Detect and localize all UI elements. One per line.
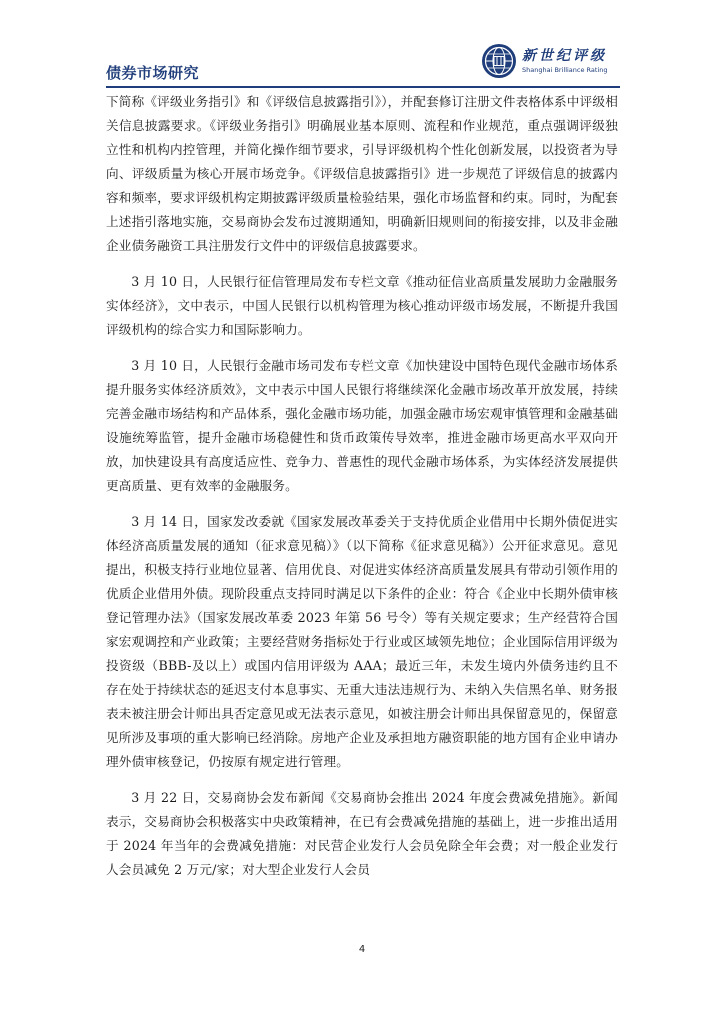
paragraph: 3 月 14 日，国家发改委就《国家发展改革委关于支持优质企业借用中长期外债促进实体经济高质量发展的通知（征求意见稿）》（以下简称《征求意见稿》）公开征求意见。意见提出，积极支持行业地位显著、信用优良、对促进实体经济高质量发展具有带动引领作用的优质企业借用外债。现阶段重点支持同时满足以下条件的企业：符合《企业中长期外债审核登记管理办法》（国家发展改革委 2023 年第 56 号令）等有关规定要求；生产经营符合国家宏观调控和产业政策；主要经营财务指标处于行业或区域领先地位；企业国际信用评级为投资级（BBB-及以上）或国内信用评级为 AAA；最近三年，未发生境内外债务违约且不存在处于持续状态的延迟支付本息事实、无重大违法违规行为、未纳入失信黑名单、财务报表未被注册会计师出具否定意见或无法表示意见，如被注册会计师出具保留意见的，保留意见所涉及事项的重大影响已经消除。房地产企业及承担地方融资职能的地方国有企业申请办理外债审核登记，仍按原有规定进行管理。 [106,514,618,769]
logo-name-cn: 新世纪评级 [522,48,607,64]
document-body [106,90,618,882]
paragraph: 3 月 22 日，交易商协会发布新闻《交易商协会推出 2024 年度会费减免措施》。新闻表示，交易商协会积极落实中央政策精神，在已有会费减免措施的基础上，进一步推出适用于 2024 年当年的会费减免措施：对民营企业发行人会员免除全年会费；对一般企业发行人会员减免 2 万元/家；对大型企业发行人会员 [106,790,618,877]
header-title: 债券市场研究 [106,64,200,82]
globe-emblem-icon [480,42,518,80]
header-divider [106,86,620,88]
page-number: 4 [358,944,366,955]
page-header [106,40,620,84]
paragraph-continuation: 下简称《评级业务指引》和《评级信息披露指引》），并配套修订注册文件表格体系中评级相关信息披露要求。《评级业务指引》明确展业基本原则、流程和作业规范，重点强调评级独立性和机构内控管理，并简化操作细节要求，引导评级机构个性化创新发展，以投资者为导向、评级质量为核心开展市场竞争。《评级信息披露指引》进一步规范了评级信息的披露内容和频率，要求评级机构定期披露评级质量检验结果，强化市场监督和约束。同时，为配套上述指引落地实施，交易商协会发布过渡期通知，明确新旧规则间的衔接安排，以及非金融企业债务融资工具注册发行文件中的评级信息披露要求。 [106,94,618,253]
company-logo [480,42,620,82]
paragraph: 3 月 10 日，人民银行金融市场司发布专栏文章《加快建设中国特色现代金融市场体系提升服务实体经济质效》，文中表示中国人民银行将继续深化金融市场改革开放发展，持续完善金融市场结构和产品体系，强化金融市场功能，加强金融市场宏观审慎管理和金融基础设施统筹监管，提升金融市场稳健性和货币政策传导效率，推进金融市场更高水平双向开放，加快建设具有高度适应性、竞争力、普惠性的现代金融市场体系，为实体经济发展提供更高质量、更有效率的金融服务。 [106,358,618,493]
logo-name-en: Shanghai Brilliance Rating [522,66,608,74]
paragraph: 3 月 10 日，人民银行征信管理局发布专栏文章《推动征信业高质量发展助力金融服务实体经济》，文中表示，中国人民银行以机构管理为核心推动评级市场发展，不断提升我国评级机构的综合实力和国际影响力。 [106,274,618,337]
